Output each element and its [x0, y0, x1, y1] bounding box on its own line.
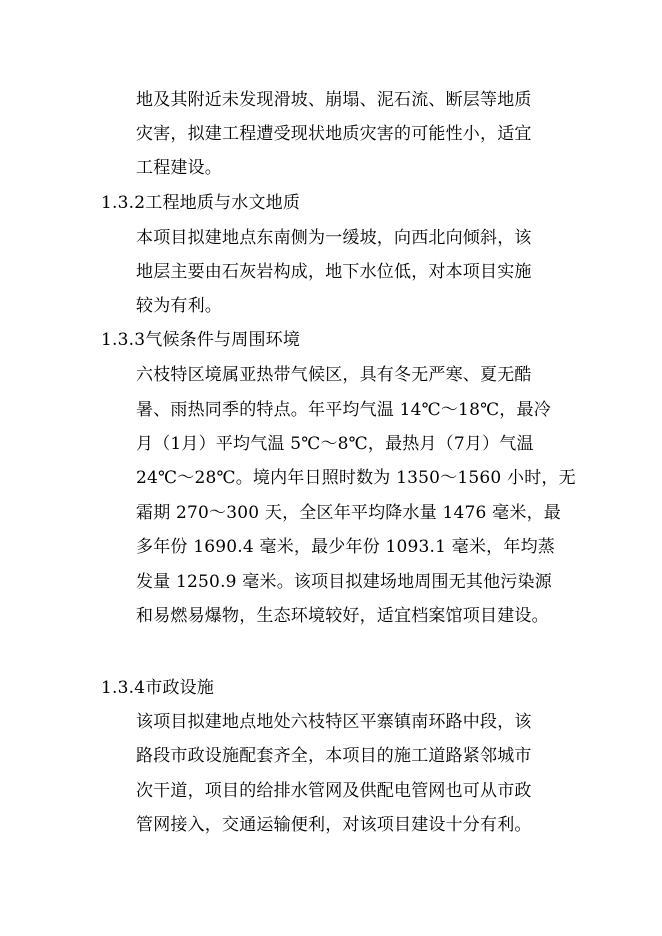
section-1-3-3-line-7: 发量 1250.9 毫米。该项目拟建场地周围无其他污染源 — [136, 572, 552, 592]
section-1-3-4-line-2: 路段市政设施配套齐全，本项目的施工道路紧邻城市 — [136, 746, 532, 766]
section-1-3-3-line-4: 24℃～28℃。境内年日照时数为 1350～1560 小时，无 — [136, 468, 576, 488]
intro-line-1: 地及其附近未发现滑坡、崩塌、泥石流、断层等地质 — [136, 90, 532, 110]
section-1-3-3-line-2: 暑、雨热同季的特点。年平均气温 14℃～18℃，最冷 — [136, 400, 551, 420]
section-1-3-3-line-5: 霜期 270～300 天，全区年平均降水量 1476 毫米，最 — [136, 503, 561, 523]
section-1-3-4-line-1: 该项目拟建地点地处六枝特区平寨镇南环路中段，该 — [136, 712, 532, 732]
section-1-3-3-line-6: 多年份 1690.4 毫米，最少年份 1093.1 毫米，年均蒸 — [136, 537, 555, 557]
section-heading-1-3-3: 1.3.3气候条件与周围环境 — [101, 330, 301, 350]
section-1-3-4-line-3: 次干道，项目的给排水管网及供配电管网也可从市政 — [136, 781, 532, 801]
section-heading-1-3-2: 1.3.2工程地质与水文地质 — [101, 193, 301, 213]
section-1-3-3-line-1: 六枝特区境属亚热带气候区，具有冬无严寒、夏无酷 — [136, 365, 532, 385]
section-heading-1-3-4: 1.3.4市政设施 — [101, 678, 215, 698]
section-1-3-3-line-8: 和易燃易爆物，生态环境较好，适宜档案馆项目建设。 — [136, 606, 549, 626]
intro-line-2: 灾害，拟建工程遭受现状地质灾害的可能性小，适宜 — [136, 124, 532, 144]
section-1-3-4-line-4: 管网接入，交通运输便利，对该项目建设十分有利。 — [136, 815, 532, 835]
section-1-3-3-line-3: 月（1月）平均气温 5℃～8℃，最热月（7月）气温 — [136, 434, 534, 454]
section-1-3-2-line-2: 地层主要由石灰岩构成，地下水位低，对本项目实施 — [136, 262, 532, 282]
section-1-3-2-line-1: 本项目拟建地点东南侧为一缓坡，向西北向倾斜，该 — [136, 228, 532, 248]
section-1-3-2-line-3: 较为有利。 — [136, 296, 222, 316]
intro-line-3: 工程建设。 — [136, 158, 222, 178]
